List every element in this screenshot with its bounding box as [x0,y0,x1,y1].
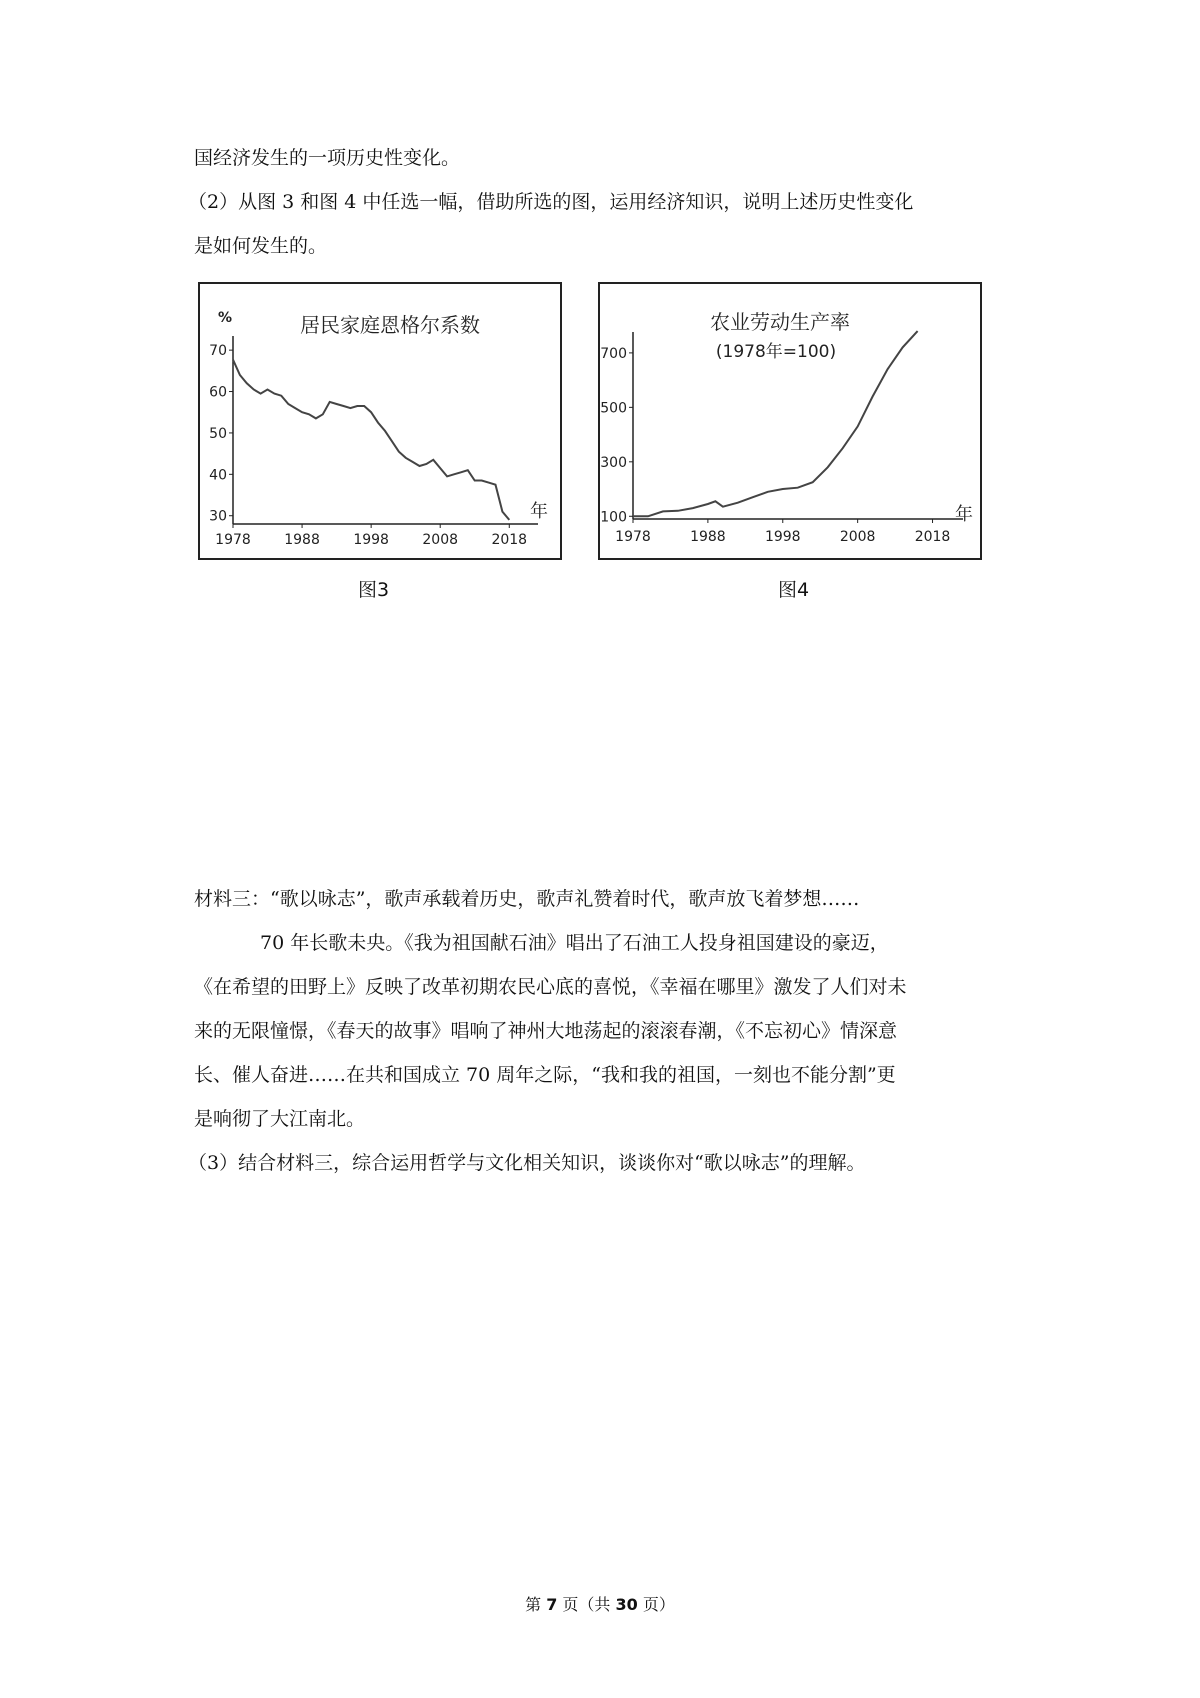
y-tick-label: 70 [209,343,227,360]
footer-text: 页（共 [557,1595,616,1614]
x-tick-label: 1988 [284,532,320,548]
figure-3-caption: 图3 [358,579,390,601]
page-number: 7 [546,1595,558,1614]
chart-agri-productivity [598,282,982,560]
question-2: （2）从图 3 和图 4 中任选一幅，借助所选的图，运用经济知识，说明上述历史性变化 [188,191,914,213]
footer-text: 页） [637,1595,675,1614]
text-line: 是响彻了大江南北。 [194,1108,366,1130]
text-line: 《在希望的田野上》反映了改革初期农民心底的喜悦，《幸福在哪里》激发了人们对未 [194,976,907,998]
y-tick-label: 60 [209,384,227,401]
x-tick-label: 1978 [215,532,251,548]
chart-subtitle: (1978年=100) [715,342,837,362]
x-tick-label: 1978 [615,529,651,545]
text-line: 来的无限憧憬，《春天的故事》唱响了神州大地荡起的滚滚春潮，《不忘初心》情深意 [194,1020,898,1042]
x-axis-label: 年 [955,504,973,525]
figure-4-caption: 图4 [778,579,810,601]
x-tick-label: 2008 [422,532,459,548]
y-axis-label: % [218,310,233,326]
engel-chart-svg [200,284,560,558]
y-tick-label: 50 [209,425,227,442]
axes [229,336,538,528]
chart-title: 农业劳动生产率 [710,310,850,334]
text-line: 是如何发生的。 [194,235,328,257]
x-tick-label: 2018 [491,532,528,548]
material-3-intro: 材料三：“歌以咏志”，歌声承载着历史，歌声礼赞着时代，歌声放飞着梦想…… [194,888,860,910]
x-tick-label: 2008 [839,529,876,545]
x-tick-label: 1988 [690,529,726,545]
question-3: （3）结合材料三，综合运用哲学与文化相关知识，谈谈你对“歌以咏志”的理解。 [188,1152,866,1174]
x-tick-label: 1998 [353,532,389,548]
x-tick-label: 2018 [914,529,951,545]
series-line [233,360,509,520]
y-tick-label: 30 [209,508,227,525]
footer-text: 第 [525,1595,547,1614]
tick-labels [209,343,527,548]
y-tick-label: 100 [600,509,627,526]
text-line: 70 年长歌未央。《我为祖国献石油》唱出了石油工人投身祖国建设的豪迈， [260,932,889,954]
chart-engel-coefficient [198,282,562,560]
y-tick-label: 700 [600,345,627,362]
x-tick-label: 1998 [764,529,801,545]
total-pages: 30 [615,1595,638,1614]
page-footer [0,1592,1200,1615]
x-axis-label: 年 [530,501,548,522]
agri-chart-svg [600,284,980,558]
chart-title: 居民家庭恩格尔系数 [300,313,480,337]
y-tick-label: 500 [600,400,627,417]
y-tick-label: 40 [209,467,227,484]
text-line: 国经济发生的一项历史性变化。 [194,147,461,169]
text-line: 长、催人奋进……在共和国成立 70 周年之际，“我和我的祖国，一刻也不能分割”更 [194,1064,896,1086]
y-tick-label: 300 [600,454,627,471]
